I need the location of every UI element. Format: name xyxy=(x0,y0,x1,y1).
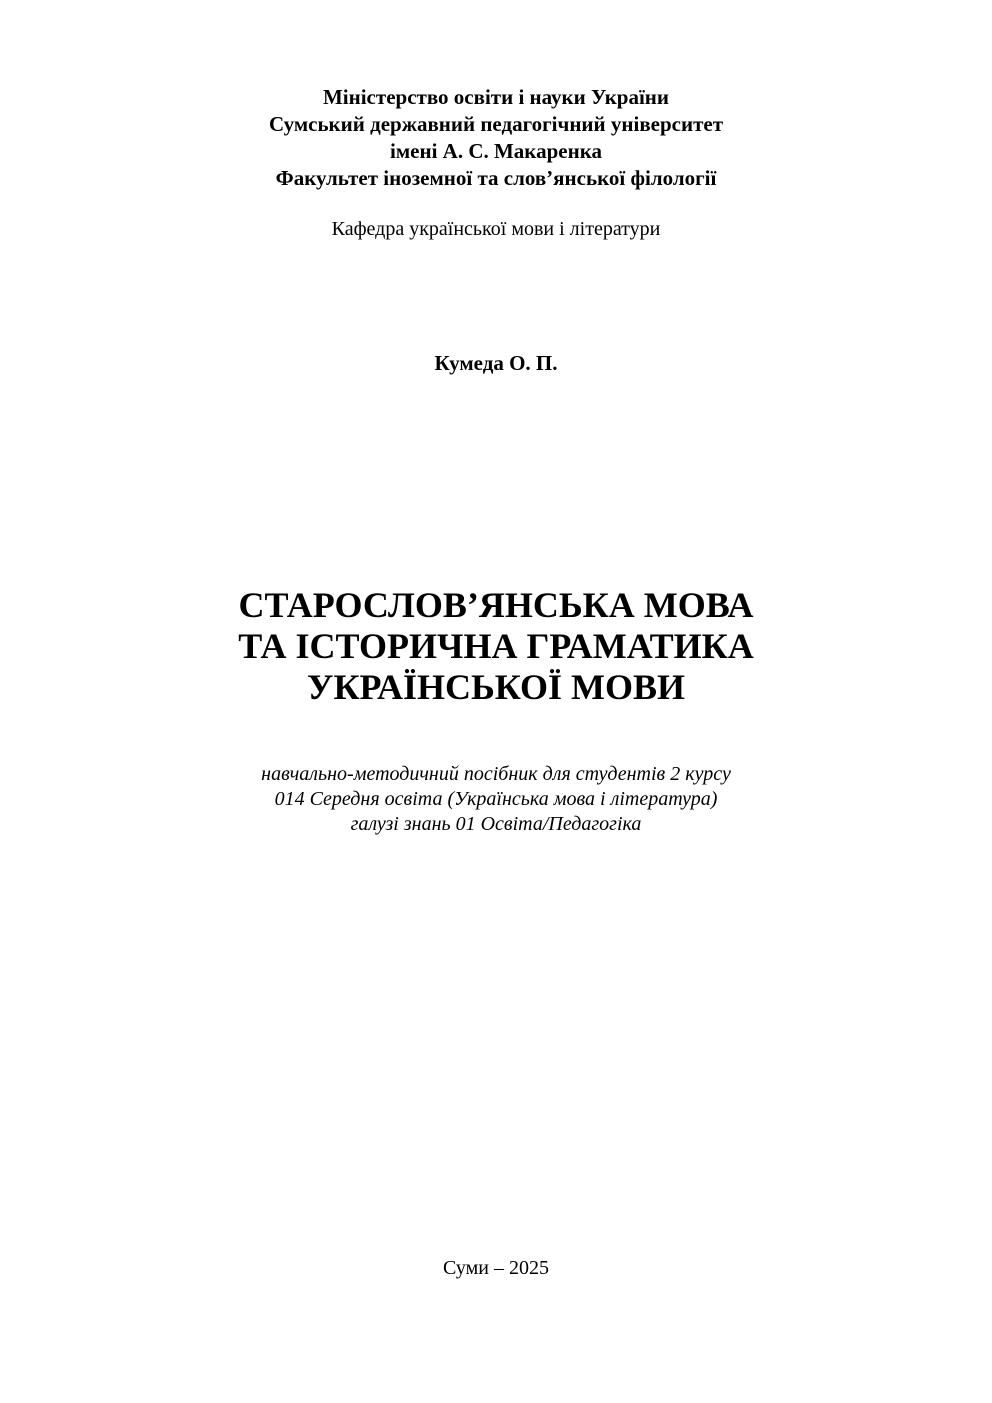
document-title xyxy=(0,585,992,708)
university-name-line: імені А. С. Макаренка xyxy=(390,139,602,163)
subtitle-line: навчально-методичний посібник для студентів 2 курсу xyxy=(261,763,731,785)
department: Кафедра української мови і літератури xyxy=(331,218,661,240)
document-subtitle xyxy=(0,762,992,837)
title-line: СТАРОСЛОВ’ЯНСЬКА МОВА xyxy=(238,585,754,625)
institution-header xyxy=(0,84,992,192)
city-year: Суми – 2025 xyxy=(443,1257,549,1279)
faculty-line: Факультет іноземної та слов’янської філології xyxy=(275,166,717,190)
author: Кумеда О. П. xyxy=(434,351,558,375)
title-line: УКРАЇНСЬКОЇ МОВИ xyxy=(307,667,685,707)
subtitle-line: галузі знань 01 Освіта/Педагогіка xyxy=(350,813,642,835)
ministry-line: Міністерство освіти і науки України xyxy=(322,85,670,109)
title-line: ТА ІСТОРИЧНА ГРАМАТИКА xyxy=(238,626,754,666)
university-line: Сумський державний педагогічний університет xyxy=(268,112,724,136)
subtitle-line: 014 Середня освіта (Українська мова і література) xyxy=(274,788,718,810)
